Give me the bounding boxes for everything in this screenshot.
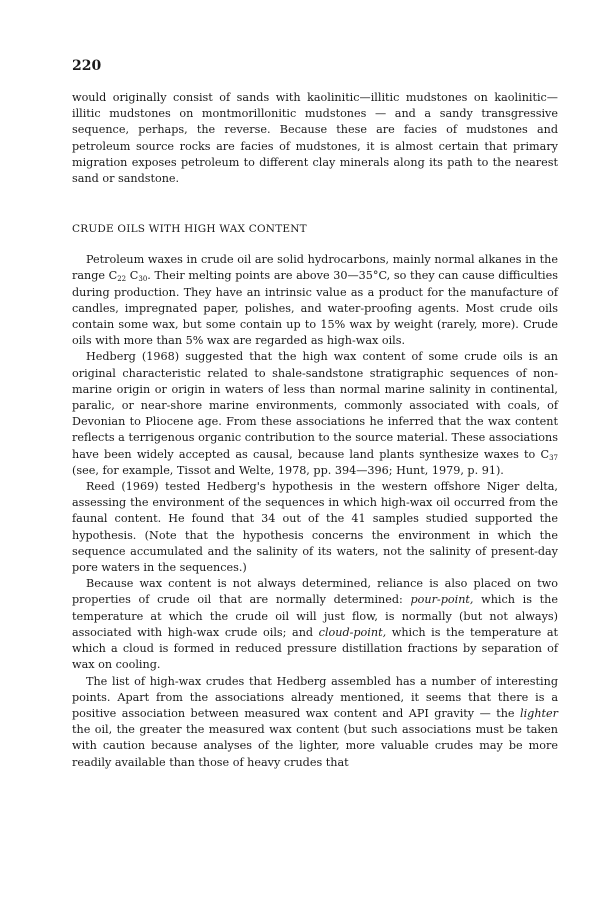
text-run: the oil, the greater the measured wax content (but such associations must be taken with caution because analyses of the lighter, more valuable crudes may be more readily available than those of heavy crudes that (72, 723, 558, 769)
text-run: C (126, 269, 139, 283)
text-run: Petroleum waxes in crude oil are solid hydrocarbons, mainly normal alkanes in the range C (72, 253, 558, 283)
text-run: which is the temperature at which the crude oil will just flow, is normally (but not always) associated with high-wax crude oils; and (72, 593, 559, 639)
emphasis: lighter (520, 706, 558, 720)
page (72, 58, 558, 771)
text-run: . Their melting points are above 30—35°C, so they can cause difficulties during production. They have an intrinsic value as a product for the manufacture of candles, impregnated paper, polishes, and water-proofing agents. Most crude oils contain some wax, but some contain up to 15% wax by weight (rarely, more). Crude oils with more than 5% wax are regarded as high-wax oils. (72, 269, 558, 348)
subscript: 22 (117, 275, 127, 284)
page-number: 220 (72, 58, 102, 74)
emphasis: cloud-point, (318, 625, 387, 639)
subscript: 37 (549, 453, 558, 462)
emphasis: pour-point, (410, 593, 474, 607)
paragraph-high-wax-list (72, 674, 558, 771)
section-heading: CRUDE OILS WITH HIGH WAX CONTENT (72, 223, 307, 236)
paragraph-hedberg (72, 349, 558, 479)
text-run: (see, for example, Tissot and Welte, 1978, pp. 394—396; Hunt, 1979, p. 91). (72, 463, 504, 477)
paragraph-wax-definition (72, 252, 558, 349)
text-run: Because wax content is not always determined, reliance is also placed on two properties of crude oil that are normally determined: (72, 577, 558, 607)
paragraph-pour-point (72, 576, 558, 673)
text-run: which is the temperature at which a cloud is formed in reduced pressure distillation fractions by separation of wax on cooling. (72, 625, 558, 672)
text-run: Hedberg (1968) suggested that the high wax content of some crude oils is an original characteristic related to shale-sandstone stratigraphic sequences of non-marine origin or origin in waters of less than normal marine salinity in continental, paralic, or near-shore marine environments, commonly associated with coals, of Devonian to Pliocene age. From these associations he inferred that the wax content reflects a terrigenous organic contribution to the source material. These associations have been widely accepted as causal, because land plants synthesize waxes to C (72, 350, 558, 461)
paragraph-reed: Reed (1969) tested Hedberg's hypothesis in the western offshore Niger delta, assessing the environment of the sequences in which high-wax oil occurred from the faunal content. He found that 34 out of the 41 samples studied supported the hypothesis. (Note that the hypothesis concerns the environment in which the sequence accumulated and the salinity of its waters, not the salinity of present-day pore waters in the sequences.) (72, 480, 558, 575)
intro-paragraph: would originally consist of sands with kaolinitic—illitic mudstones on kaolinitic—illitic mudstones on montmorillonitic mudstones — and a sandy transgressive sequence, perhaps, the reverse. Because these are facies of mudstones and petroleum source rocks are facies of mudstones, it is almost certain that primary migration exposes petroleum to different clay minerals along its path to the nearest sand or sandstone. (72, 91, 558, 186)
text-run: The list of high-wax crudes that Hedberg assembled has a number of interesting points. Apart from the associations already mentioned, it seems that there is a positive association between measured wax content and API gravity — the (72, 674, 558, 720)
subscript: 30 (138, 275, 148, 284)
